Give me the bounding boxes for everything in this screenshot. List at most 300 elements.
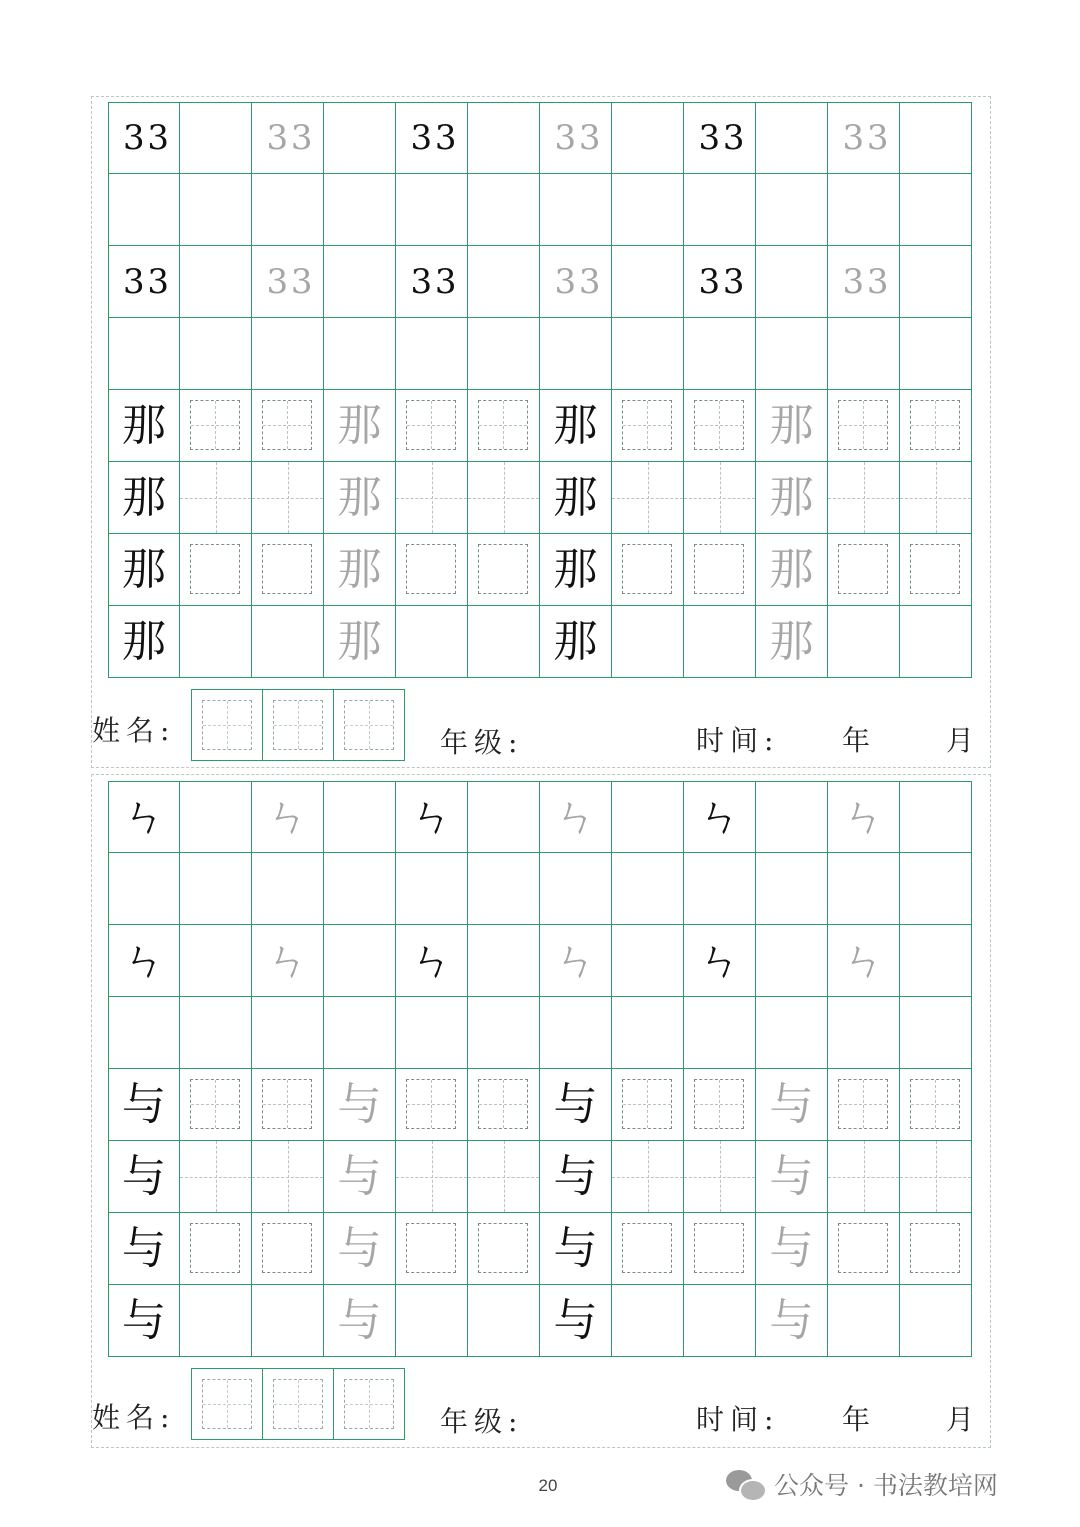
grid-cell[interactable] — [180, 1285, 252, 1357]
model-character: ㄣ — [409, 934, 454, 986]
trace-character: 与 — [337, 1222, 382, 1274]
grid-cell[interactable] — [324, 462, 396, 534]
grid-cell[interactable] — [540, 1069, 612, 1141]
grid-cell[interactable] — [828, 1285, 900, 1357]
practice-guide — [838, 544, 888, 594]
grid-row — [108, 1141, 974, 1213]
grid-cell[interactable] — [252, 462, 324, 534]
grid-cell[interactable] — [756, 246, 828, 318]
grid-cell[interactable] — [468, 1285, 540, 1357]
model-character: 与 — [553, 1294, 598, 1346]
grid-row — [108, 462, 974, 534]
grid-cell[interactable] — [252, 1213, 324, 1285]
grade-label: 年级: — [440, 726, 524, 759]
grid-cell[interactable] — [324, 781, 396, 853]
grid-cell[interactable] — [108, 174, 180, 246]
grid-cell[interactable] — [468, 390, 540, 462]
grid-row — [108, 606, 974, 678]
grid-cell[interactable] — [540, 246, 612, 318]
grid-cell[interactable] — [252, 925, 324, 997]
trace-character: ㄣ — [841, 791, 886, 842]
model-character: 与 — [553, 1150, 598, 1202]
trace-character: 那 — [769, 399, 814, 451]
grid-cell[interactable] — [180, 318, 252, 390]
grid-cell[interactable] — [108, 1069, 180, 1141]
grid-cell[interactable] — [324, 925, 396, 997]
grid-cell[interactable] — [324, 102, 396, 174]
grid-cell[interactable] — [252, 390, 324, 462]
trace-character: 与 — [337, 1150, 382, 1202]
grid-cell[interactable] — [324, 1069, 396, 1141]
grid-cell[interactable] — [828, 534, 900, 606]
grid-cell[interactable] — [108, 462, 180, 534]
grid-cell[interactable] — [252, 102, 324, 174]
practice-guide — [694, 400, 744, 450]
grid-cell[interactable] — [612, 1285, 684, 1357]
grid-cell[interactable] — [684, 1285, 756, 1357]
trace-character: 3 3 — [554, 118, 597, 158]
grid-cell[interactable] — [396, 318, 468, 390]
grid-cell[interactable] — [468, 318, 540, 390]
trace-character: 与 — [769, 1078, 814, 1130]
grid-cell[interactable] — [468, 462, 540, 534]
grid-cell[interactable] — [108, 318, 180, 390]
trace-character: 3 3 — [842, 118, 885, 158]
model-character: 与 — [553, 1222, 598, 1274]
grid-cell[interactable] — [900, 853, 972, 925]
grid-cell[interactable] — [684, 606, 756, 678]
model-character: ㄣ — [409, 791, 454, 842]
trace-character: 那 — [769, 471, 814, 523]
trace-character: ㄣ — [265, 934, 310, 986]
practice-guide — [910, 400, 960, 450]
grid-cell[interactable] — [108, 102, 180, 174]
name-box[interactable] — [333, 689, 405, 761]
practice-guide — [622, 1223, 672, 1273]
grid-cell[interactable] — [468, 174, 540, 246]
trace-character: 与 — [769, 1294, 814, 1346]
grid-cell[interactable] — [540, 462, 612, 534]
wechat-icon — [726, 1468, 766, 1500]
guide-line — [828, 1177, 899, 1178]
grid-cell[interactable] — [828, 318, 900, 390]
guide-line — [612, 498, 683, 499]
grid-cell[interactable] — [828, 174, 900, 246]
model-character: ㄣ — [122, 791, 166, 842]
grid-cell[interactable] — [396, 462, 468, 534]
grid-cell[interactable] — [900, 462, 972, 534]
grid-cell[interactable] — [540, 1141, 612, 1213]
grid-cell[interactable] — [396, 925, 468, 997]
grid-cell[interactable] — [756, 1069, 828, 1141]
grid-cell[interactable] — [468, 102, 540, 174]
grid-cell[interactable] — [684, 853, 756, 925]
trace-character: 与 — [769, 1222, 814, 1274]
grid-cell[interactable] — [828, 606, 900, 678]
grid-cell[interactable] — [396, 174, 468, 246]
grid-row — [108, 318, 974, 390]
grid-cell[interactable] — [180, 462, 252, 534]
grid-cell[interactable] — [612, 1213, 684, 1285]
grid-cell[interactable] — [684, 1141, 756, 1213]
grid-cell[interactable] — [684, 534, 756, 606]
guide-line — [396, 498, 467, 499]
grid-cell[interactable] — [108, 246, 180, 318]
grid-cell[interactable] — [612, 462, 684, 534]
grid-cell[interactable] — [900, 1285, 972, 1357]
grid-cell[interactable] — [684, 1069, 756, 1141]
name-box[interactable] — [191, 689, 263, 761]
guide-line — [180, 498, 251, 499]
practice-guide — [910, 1079, 960, 1129]
trace-character: 那 — [337, 399, 382, 451]
guide-line — [612, 1177, 683, 1178]
grid-cell[interactable] — [900, 606, 972, 678]
grid-cell[interactable] — [468, 1069, 540, 1141]
name-label: 姓名: — [92, 1401, 176, 1434]
wechat-watermark — [726, 1466, 998, 1502]
grid-cell[interactable] — [612, 853, 684, 925]
grid-cell[interactable] — [324, 318, 396, 390]
grid-cell[interactable] — [108, 853, 180, 925]
grid-cell[interactable] — [252, 853, 324, 925]
grid-cell[interactable] — [684, 246, 756, 318]
practice-guide — [190, 544, 240, 594]
practice-guide — [406, 1223, 456, 1273]
grid-cell[interactable] — [396, 781, 468, 853]
grid-cell[interactable] — [900, 318, 972, 390]
grid-cell[interactable] — [540, 781, 612, 853]
grid-cell[interactable] — [180, 606, 252, 678]
grid-cell[interactable] — [756, 997, 828, 1069]
grid-cell[interactable] — [828, 781, 900, 853]
practice-guide — [262, 544, 312, 594]
grid-cell[interactable] — [900, 781, 972, 853]
time-label: 时间: — [696, 724, 780, 757]
grid-cell[interactable] — [684, 102, 756, 174]
grid-cell[interactable] — [108, 606, 180, 678]
grid-row — [108, 102, 974, 174]
grid-cell[interactable] — [612, 246, 684, 318]
grid-cell[interactable] — [756, 606, 828, 678]
grid-cell[interactable] — [180, 997, 252, 1069]
grid-cell[interactable] — [828, 102, 900, 174]
year-label: 年 — [842, 724, 877, 757]
grid-cell[interactable] — [540, 925, 612, 997]
grid-cell[interactable] — [756, 534, 828, 606]
grid-cell[interactable] — [396, 606, 468, 678]
grid-cell[interactable] — [324, 853, 396, 925]
grid-cell[interactable] — [180, 246, 252, 318]
trace-character: 那 — [337, 615, 382, 667]
model-character: 3 3 — [410, 261, 453, 302]
name-boxes[interactable] — [191, 689, 408, 761]
trace-character: 那 — [769, 543, 814, 595]
grid-cell[interactable] — [756, 174, 828, 246]
grid-cell[interactable] — [828, 462, 900, 534]
grid-cell[interactable] — [612, 318, 684, 390]
model-character: ㄣ — [697, 934, 742, 986]
grid-cell[interactable] — [468, 1141, 540, 1213]
grid-cell[interactable] — [108, 534, 180, 606]
name-box[interactable] — [262, 1368, 334, 1440]
trace-character: 3 3 — [842, 261, 885, 302]
guide-line — [828, 498, 899, 499]
grid-cell[interactable] — [540, 390, 612, 462]
practice-guide — [478, 544, 528, 594]
grid-row — [108, 925, 974, 997]
grid-cell[interactable] — [900, 925, 972, 997]
grid-cell[interactable] — [468, 534, 540, 606]
grid-cell[interactable] — [540, 318, 612, 390]
grid-cell[interactable] — [612, 390, 684, 462]
grid-cell[interactable] — [900, 997, 972, 1069]
grid-cell[interactable] — [612, 781, 684, 853]
practice-guide — [262, 400, 312, 450]
grid-row — [108, 1285, 974, 1357]
trace-character: 与 — [769, 1150, 814, 1202]
grid-cell[interactable] — [612, 102, 684, 174]
model-character: 那 — [553, 399, 598, 451]
grid-cell[interactable] — [396, 102, 468, 174]
grid-cell[interactable] — [468, 606, 540, 678]
grid-cell[interactable] — [180, 534, 252, 606]
grid-cell[interactable] — [828, 246, 900, 318]
grid-cell[interactable] — [612, 1069, 684, 1141]
grid-cell[interactable] — [540, 997, 612, 1069]
grid-cell[interactable] — [468, 853, 540, 925]
grid-cell[interactable] — [396, 1069, 468, 1141]
grid-cell[interactable] — [108, 781, 180, 853]
grid-cell[interactable] — [612, 174, 684, 246]
practice-guide — [262, 1223, 312, 1273]
grid-cell[interactable] — [324, 246, 396, 318]
grid-cell[interactable] — [180, 1141, 252, 1213]
grid-cell[interactable] — [324, 1285, 396, 1357]
watermark-text: 公众号 · 书法教培网 — [774, 1471, 998, 1500]
grid-row — [108, 1069, 974, 1141]
grid-cell[interactable] — [108, 390, 180, 462]
practice-guide — [694, 544, 744, 594]
grid-cell[interactable] — [252, 1285, 324, 1357]
grid-cell[interactable] — [180, 853, 252, 925]
trace-character: 与 — [337, 1078, 382, 1130]
grid-cell[interactable] — [324, 606, 396, 678]
grid-cell[interactable] — [252, 318, 324, 390]
grid-cell[interactable] — [396, 1285, 468, 1357]
grid-cell[interactable] — [828, 1213, 900, 1285]
grid-cell[interactable] — [756, 853, 828, 925]
practice-guide — [406, 400, 456, 450]
grid-cell[interactable] — [900, 174, 972, 246]
practice-guide — [622, 544, 672, 594]
grid-cell[interactable] — [108, 1141, 180, 1213]
trace-character: 3 3 — [266, 118, 309, 158]
model-character: 与 — [122, 1078, 166, 1130]
grid-cell[interactable] — [324, 534, 396, 606]
grid-cell[interactable] — [396, 853, 468, 925]
grid-cell[interactable] — [252, 246, 324, 318]
practice-guide — [622, 1079, 672, 1129]
grid-cell[interactable] — [180, 925, 252, 997]
guide-line — [900, 1177, 971, 1178]
practice-guide — [406, 1079, 456, 1129]
grid-cell[interactable] — [396, 246, 468, 318]
model-character: 那 — [122, 615, 166, 667]
grid-cell[interactable] — [252, 534, 324, 606]
grid-cell[interactable] — [828, 997, 900, 1069]
practice-guide — [190, 1223, 240, 1273]
grid-cell[interactable] — [252, 606, 324, 678]
practice-guide — [694, 1223, 744, 1273]
guide-line — [396, 1177, 467, 1178]
model-character: 那 — [553, 615, 598, 667]
grid-cell[interactable] — [612, 997, 684, 1069]
grid-cell[interactable] — [756, 1213, 828, 1285]
grid-cell[interactable] — [828, 1141, 900, 1213]
grid-cell[interactable] — [108, 925, 180, 997]
grid-cell[interactable] — [540, 1213, 612, 1285]
practice-guide — [838, 1223, 888, 1273]
grid-cell[interactable] — [756, 925, 828, 997]
trace-character: ㄣ — [553, 791, 598, 842]
grid-cell[interactable] — [684, 174, 756, 246]
grid-cell[interactable] — [684, 390, 756, 462]
grid-cell[interactable] — [540, 174, 612, 246]
grid-cell[interactable] — [252, 1069, 324, 1141]
guide-line — [180, 1177, 251, 1178]
year-label: 年 — [842, 1403, 877, 1436]
practice-guide — [478, 400, 528, 450]
grid-cell[interactable] — [468, 925, 540, 997]
model-character: 那 — [122, 543, 166, 595]
model-character: 与 — [553, 1078, 598, 1130]
grid-cell[interactable] — [180, 174, 252, 246]
grid-cell[interactable] — [900, 390, 972, 462]
grid-cell[interactable] — [468, 1213, 540, 1285]
model-character: 那 — [553, 471, 598, 523]
grid-cell[interactable] — [540, 1285, 612, 1357]
grid-cell[interactable] — [756, 1141, 828, 1213]
grid-cell[interactable] — [396, 534, 468, 606]
grid-cell[interactable] — [108, 997, 180, 1069]
grid-cell[interactable] — [900, 102, 972, 174]
grid-cell[interactable] — [684, 997, 756, 1069]
name-label: 姓名: — [92, 714, 176, 747]
grid-row — [108, 534, 974, 606]
model-character: ㄣ — [697, 791, 742, 842]
month-label: 月 — [946, 724, 981, 757]
name-boxes[interactable] — [191, 1368, 408, 1440]
grid-cell[interactable] — [324, 1213, 396, 1285]
model-character: 那 — [122, 471, 166, 523]
guide-line — [684, 1177, 755, 1178]
grid-cell[interactable] — [900, 1069, 972, 1141]
practice-guide — [910, 544, 960, 594]
grid-cell[interactable] — [900, 534, 972, 606]
trace-character: 那 — [337, 471, 382, 523]
practice-guide — [478, 1223, 528, 1273]
grid-cell[interactable] — [252, 781, 324, 853]
grid-cell[interactable] — [540, 534, 612, 606]
grid-cell[interactable] — [108, 1285, 180, 1357]
grade-label: 年级: — [440, 1405, 524, 1438]
grid-cell[interactable] — [324, 390, 396, 462]
guide-line — [468, 1177, 539, 1178]
trace-character: ㄣ — [841, 934, 886, 986]
grid-cell[interactable] — [612, 534, 684, 606]
grid-cell[interactable] — [900, 1141, 972, 1213]
name-box[interactable] — [262, 689, 334, 761]
grid-cell[interactable] — [684, 318, 756, 390]
model-character: 与 — [122, 1222, 166, 1274]
grid-cell[interactable] — [828, 925, 900, 997]
grid-cell[interactable] — [684, 1213, 756, 1285]
grid-cell[interactable] — [468, 997, 540, 1069]
grid-cell[interactable] — [540, 102, 612, 174]
grid-cell[interactable] — [396, 1141, 468, 1213]
name-box[interactable] — [333, 1368, 405, 1440]
grid-cell[interactable] — [684, 462, 756, 534]
grid-cell[interactable] — [324, 997, 396, 1069]
grid-cell[interactable] — [684, 781, 756, 853]
grid-cell[interactable] — [900, 1213, 972, 1285]
practice-guide — [190, 1079, 240, 1129]
grid-cell[interactable] — [180, 1069, 252, 1141]
grid-cell[interactable] — [612, 925, 684, 997]
grid-cell[interactable] — [252, 1141, 324, 1213]
name-box[interactable] — [191, 1368, 263, 1440]
model-character: 那 — [553, 543, 598, 595]
grid-cell[interactable] — [180, 390, 252, 462]
page-number: 20 — [538, 1476, 558, 1495]
grid-cell[interactable] — [900, 246, 972, 318]
grid-row — [108, 853, 974, 925]
grid-cell[interactable] — [612, 1141, 684, 1213]
grid-cell[interactable] — [180, 781, 252, 853]
grid-cell[interactable] — [540, 606, 612, 678]
grid-cell[interactable] — [396, 1213, 468, 1285]
grid-cell[interactable] — [468, 781, 540, 853]
grid-cell[interactable] — [756, 390, 828, 462]
grid-cell[interactable] — [828, 853, 900, 925]
practice-guide — [262, 1079, 312, 1129]
grid-cell[interactable] — [180, 102, 252, 174]
model-character: ㄣ — [122, 934, 166, 986]
grid-cell[interactable] — [828, 1069, 900, 1141]
grid-cell[interactable] — [396, 390, 468, 462]
grid-cell[interactable] — [468, 246, 540, 318]
grid-cell[interactable] — [252, 997, 324, 1069]
grid-cell[interactable] — [108, 1213, 180, 1285]
grid-cell[interactable] — [756, 102, 828, 174]
grid-cell[interactable] — [612, 606, 684, 678]
grid-cell[interactable] — [540, 853, 612, 925]
grid-cell[interactable] — [756, 318, 828, 390]
grid-cell[interactable] — [756, 1285, 828, 1357]
practice-guide — [838, 1079, 888, 1129]
grid-cell[interactable] — [756, 781, 828, 853]
grid-cell[interactable] — [180, 1213, 252, 1285]
grid-cell[interactable] — [324, 174, 396, 246]
grid-cell[interactable] — [828, 390, 900, 462]
grid-cell[interactable] — [252, 174, 324, 246]
grid-cell[interactable] — [396, 997, 468, 1069]
grid-cell[interactable] — [324, 1141, 396, 1213]
grid-row — [108, 1213, 974, 1285]
grid-cell[interactable] — [756, 462, 828, 534]
grid-cell[interactable] — [684, 925, 756, 997]
